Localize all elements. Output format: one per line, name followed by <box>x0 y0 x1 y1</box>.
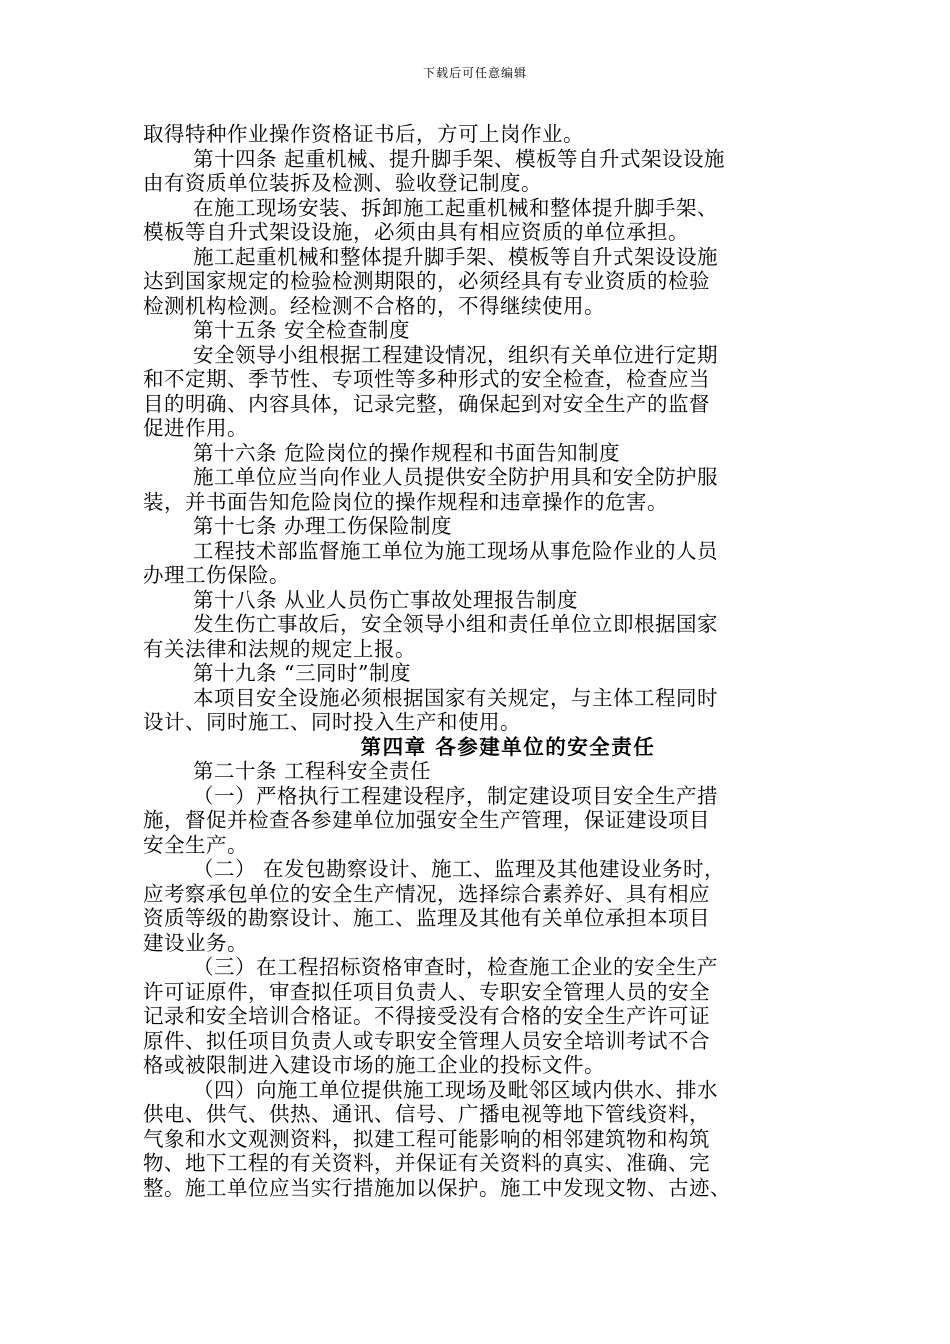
text-line: 达到国家规定的检验检测期限的，必须经具有专业资质的检验 <box>143 269 710 293</box>
page-header-note: 下载后可任意编辑 <box>422 66 527 80</box>
text-line: 办理工伤保险。 <box>143 563 290 587</box>
text-line: 施，督促并检查各参建单位加强安全生产管理，保证建设项目 <box>143 808 710 832</box>
text-line: 目的明确、内容具体，记录完整，确保起到对安全生产的监督 <box>143 391 710 416</box>
article-20-heading: 第二十条 工程科安全责任 <box>193 759 432 783</box>
text-line: 取得特种作业操作资格证书后，方可上岗作业。 <box>143 122 584 146</box>
text-line: （三）在工程招标资格审查时，检查施工企业的安全生产 <box>193 955 718 979</box>
text-line: 促进作用。 <box>143 416 248 440</box>
text-line: 格或被限制进入建设市场的施工企业的投标文件。 <box>143 1053 605 1077</box>
article-14-heading: 第十四条 起重机械、提升脚手架、模板等自升式架设设施 <box>193 146 726 171</box>
text-line: 物、地下工程的有关资料，并保证有关资料的真实、准确、完 <box>143 1151 710 1175</box>
text-line: 应考察承包单位的安全生产情况，选择综合素养好、具有相应 <box>143 881 710 906</box>
text-line: （四）向施工单位提供施工现场及毗邻区域内供水、排水 <box>193 1077 718 1102</box>
text-line: 设计、同时施工、同时投入生产和使用。 <box>143 710 521 734</box>
text-line: （二） 在发包勘察设计、施工、监理及其他建设业务时， <box>193 857 726 881</box>
text-line: 有关法律和法规的规定上报。 <box>143 636 416 661</box>
text-line: 和不定期、季节性、专项性等多种形式的安全检查，检查应当 <box>143 367 710 391</box>
text-line: 由有资质单位装拆及检测、验收登记制度。 <box>143 171 542 195</box>
text-line: 建设业务。 <box>143 930 248 955</box>
text-line: 安全领导小组根据工程建设情况，组织有关单位进行定期 <box>193 342 718 367</box>
text-line: 检测机构检测。经检测不合格的，不得继续使用。 <box>143 293 605 318</box>
text-line: 资质等级的勘察设计、施工、监理及其他有关单位承担本项目 <box>143 906 710 930</box>
text-line: 原件、拟任项目负责人或专职安全管理人员安全培训考试不合 <box>143 1028 710 1053</box>
text-line: 整。施工单位应当实行措施加以保护。施工中发现文物、古迹、 <box>143 1175 731 1200</box>
document-body <box>143 122 813 1200</box>
text-line: 本项目安全设施必须根据国家有关规定，与主体工程同时 <box>193 685 718 710</box>
article-15-heading: 第十五条 安全检查制度 <box>193 318 411 342</box>
text-line: 气象和水文观测资料，拟建工程可能影响的相邻建筑物和构筑 <box>143 1126 710 1151</box>
text-line: 装，并书面告知危险岗位的操作规程和违章操作的危害。 <box>143 489 668 514</box>
article-16-heading: 第十六条 危险岗位的操作规程和书面告知制度 <box>193 440 621 465</box>
chapter-4-heading: 第四章 各参建单位的安全责任 <box>360 734 656 759</box>
text-line: 许可证原件，审查拟任项目负责人、专职安全管理人员的安全 <box>143 979 710 1004</box>
text-line: 工程技术部监督施工单位为施工现场从事危险作业的人员 <box>193 538 718 563</box>
article-19-heading: 第十九条 “三同时”制度 <box>193 661 411 685</box>
text-line: 安全生产。 <box>143 832 248 857</box>
text-line: 施工起重机械和整体提升脚手架、模板等自升式架设设施 <box>193 244 718 269</box>
text-line: 在施工现场安装、拆卸施工起重机械和整体提升脚手架、 <box>193 195 718 220</box>
text-line: （一）严格执行工程建设程序，制定建设项目安全生产措 <box>193 783 718 808</box>
text-line: 模板等自升式架设设施，必须由具有相应资质的单位承担。 <box>143 220 689 244</box>
text-line: 记录和安全培训合格证。不得接受没有合格的安全生产许可证 <box>143 1004 710 1028</box>
article-17-heading: 第十七条 办理工伤保险制度 <box>193 514 453 538</box>
text-line: 发生伤亡事故后，安全领导小组和责任单位立即根据国家 <box>193 612 718 636</box>
article-18-heading: 第十八条 从业人员伤亡事故处理报告制度 <box>193 587 579 612</box>
text-line: 供电、供气、供热、通讯、信号、广播电视等地下管线资料， <box>143 1102 710 1126</box>
text-line: 施工单位应当向作业人员提供安全防护用具和安全防护服 <box>193 465 718 489</box>
